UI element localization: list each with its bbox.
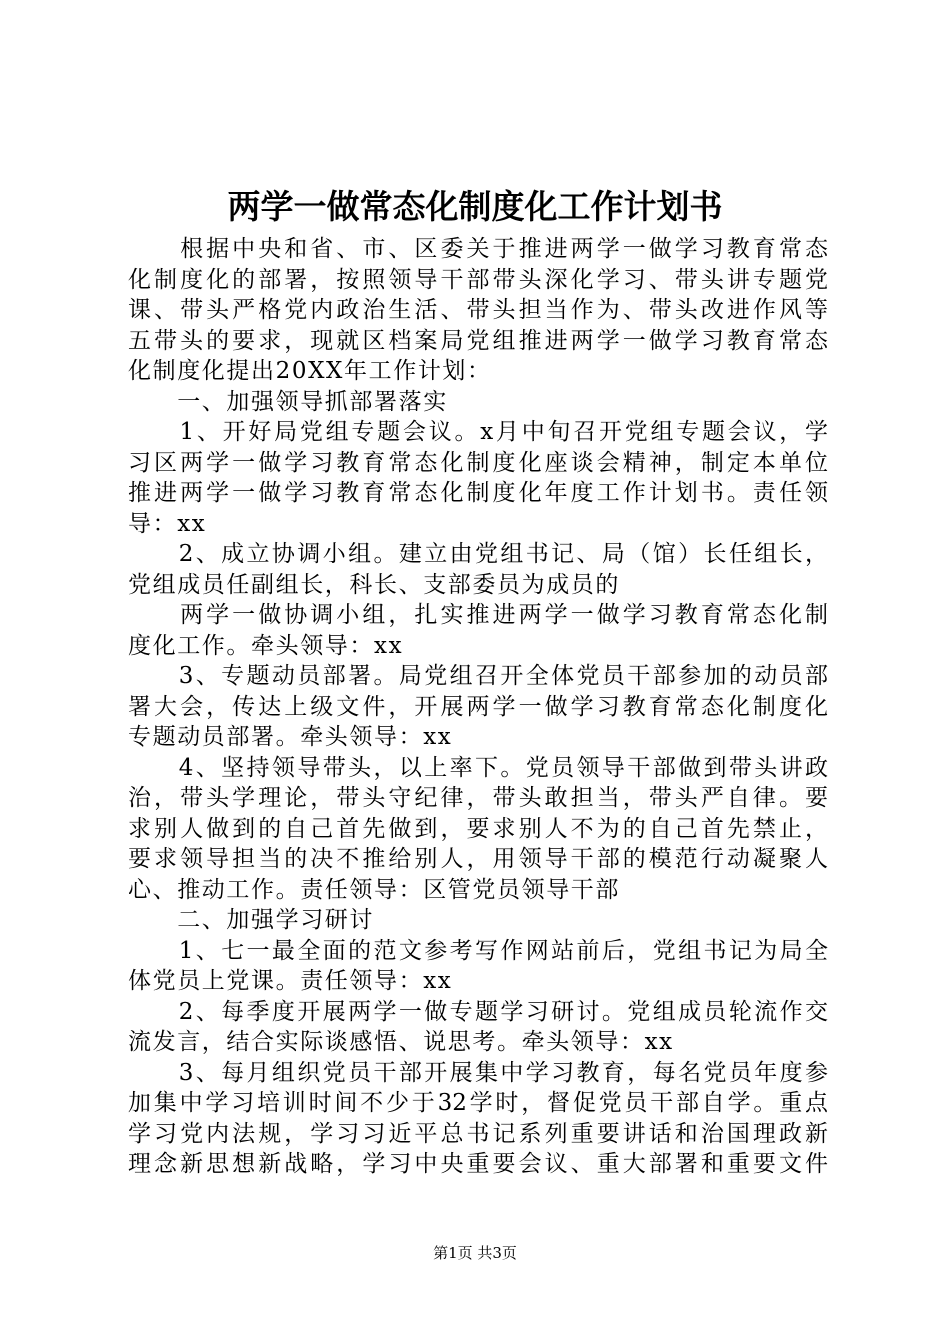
body-line: 化制度化的部署，按照领导干部带头深化学习、带头讲专题党 <box>128 266 828 293</box>
body-line: 党组成员任副组长，科长、支部委员为成员的 <box>128 571 620 598</box>
page-footer: 第1页 共3页 <box>433 1244 517 1262</box>
body-line: 1、七一最全面的范文参考写作网站前后，党组书记为局全 <box>128 937 828 964</box>
body-line: 习区两学一做学习教育常态化制度化座谈会精神，制定本单位 <box>128 449 828 476</box>
body-line: 2、每季度开展两学一做专题学习研讨。党组成员轮流作交 <box>128 998 828 1025</box>
body-line: 课、带头严格党内政治生活、带头担当作为、带头改进作风等 <box>128 297 828 323</box>
body-line: 二、加强学习研讨 <box>128 907 374 933</box>
body-line: 署大会，传达上级文件，开展两学一做学习教育常态化制度化 <box>128 693 828 720</box>
document-title: 两学一做常态化制度化工作计划书 <box>227 187 723 226</box>
body-line: 度化工作。牵头领导：xx <box>128 632 404 659</box>
document-body <box>128 234 828 1180</box>
body-line: 要求领导担当的决不推给别人，用领导干部的模范行动凝聚人 <box>128 846 828 872</box>
body-line: 两学一做协调小组，扎实推进两学一做学习教育常态化制 <box>128 602 828 628</box>
body-line: 3、专题动员部署。局党组召开全体党员干部参加的动员部 <box>128 663 828 689</box>
body-line: 推进两学一做学习教育常态化制度化年度工作计划书。责任领 <box>128 480 828 506</box>
body-line: 根据中央和省、市、区委关于推进两学一做学习教育常态 <box>128 236 828 262</box>
body-line: 学习党内法规，学习习近平总书记系列重要讲话和治国理政新 <box>128 1120 828 1147</box>
body-line: 化制度化提出20XX年工作计划： <box>128 358 492 384</box>
body-line: 流发言，结合实际谈感悟、说思考。牵头领导：xx <box>128 1029 674 1055</box>
body-line: 1、开好局党组专题会议。x月中旬召开党组专题会议，学 <box>128 419 828 445</box>
body-line: 导：xx <box>128 510 207 537</box>
body-line: 专题动员部署。牵头领导：xx <box>128 724 453 750</box>
body-line: 体党员上党课。责任领导：xx <box>128 968 453 994</box>
body-line: 2、成立协调小组。建立由党组书记、局（馆）长任组长， <box>128 541 828 567</box>
body-line: 心、推动工作。责任领导：区管党员领导干部 <box>128 876 620 903</box>
body-line: 五带头的要求，现就区档案局党组推进两学一做学习教育常态 <box>128 327 828 354</box>
body-line: 加集中学习培训时间不少于32学时，督促党员干部自学。重点 <box>128 1090 828 1116</box>
body-line: 理念新思想新战略，学习中央重要会议、重大部署和重要文件 <box>128 1151 828 1177</box>
body-line: 3、每月组织党员干部开展集中学习教育，每名党员年度参 <box>128 1059 828 1086</box>
body-line: 治，带头学理论，带头守纪律，带头敢担当，带头严自律。要 <box>128 785 828 811</box>
body-line: 求别人做到的自己首先做到，要求别人不为的自己首先禁止， <box>128 815 828 842</box>
body-line: 4、坚持领导带头，以上率下。党员领导干部做到带头讲政 <box>128 754 828 781</box>
body-line: 一、加强领导抓部署落实 <box>128 388 448 415</box>
